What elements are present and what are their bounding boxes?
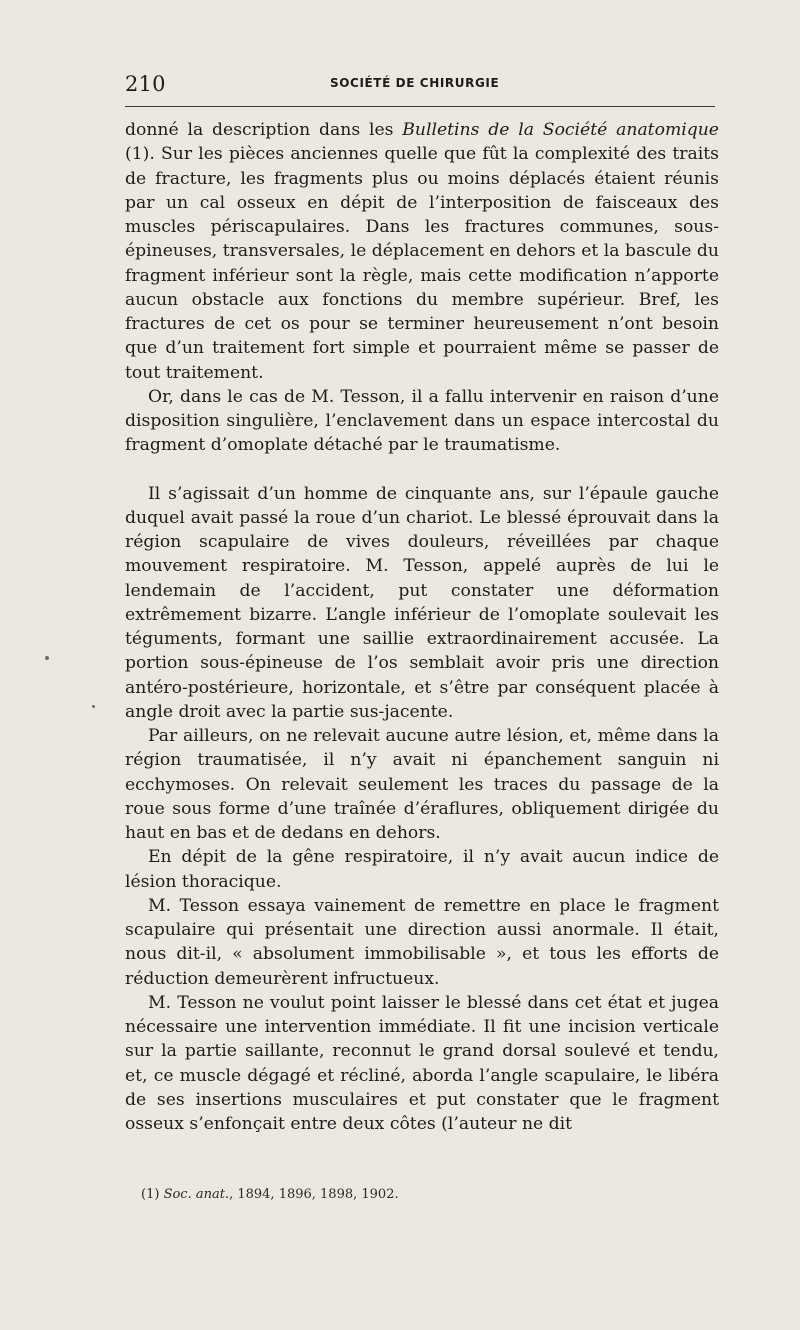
- running-head: SOCIÉTÉ DE CHIRURGIE: [330, 76, 500, 90]
- scan-speck: [45, 656, 49, 660]
- header-rule: [125, 106, 715, 107]
- section-break: [125, 458, 719, 482]
- footnote-years: , 1894, 1896, 1898, 1902.: [229, 1187, 399, 1202]
- paragraph-3: Il s’agissait d’un homme de cinquante ans, sur l’épaule gauche duquel avait passé la roue d’un chariot. Le blessé éprouvait dans la région scapulaire de vives douleurs, réveillées par chaque mouvement respiratoire. M. Tesson, appelé auprès de lui le lendemain de l’accident, put constater une déformation extrêmement bizarre. L’angle inférieur de l’omoplate soulevait les téguments, formant une saillie extraordinairement accusée. La portion sous-épineuse de l’os semblait avoir pris une direction antéro-postérieure, horizontale, et s’être par conséquent placée à angle droit avec la partie sus-jacente.: [125, 483, 719, 722]
- footnote-marker: (1): [141, 1187, 160, 1202]
- paragraph-1: [125, 118, 719, 385]
- page-number: 210: [125, 72, 166, 96]
- paragraph-2: Or, dans le cas de M. Tesson, il a fallu intervenir en raison d’une disposition singulière, l’enclavement dans un espace intercostal du fragment d’omoplate détaché par le traumatisme.: [125, 386, 719, 456]
- paragraph-4: Par ailleurs, on ne relevait aucune autre lésion, et, même dans la région traumatisée, il n’y avait ni épanchement sanguin ni ecchymoses. On relevait seulement les traces du passage de la roue sous forme d’une traînée d’éraflures, obliquement dirigée du haut en bas et de dedans en dehors.: [125, 726, 719, 843]
- paragraph-6: M. Tesson essaya vainement de remettre en place le fragment scapulaire qui présentait une direction aussi anormale. Il était, nous dit-il, « absolument immobilisable », et tous les efforts de réduction demeurèrent infructueux.: [125, 895, 719, 989]
- page-header: [125, 62, 715, 102]
- footnote-source: Soc. anat.: [163, 1187, 230, 1202]
- journal-title: Bulletins de la Société anatomique: [402, 120, 719, 140]
- paragraph-7: M. Tesson ne voulut point laisser le blessé dans cet état et jugea nécessaire une intervention immédiate. Il fit une incision verticale sur la partie saillante, reconnut le grand dorsal soulevé et tendu, et, ce muscle dégagé et récliné, aborda l’angle scapulaire, le libéra de ses insertions musculaires et put constater que le fragment osseux s’enfonçait entre deux côtes (l’auteur ne dit: [125, 992, 719, 1134]
- paragraph-1-body: (1). Sur les pièces anciennes quelle que fût la complexité des traits de fracture, les fragments plus ou moins déplacés étaient réunis par un cal osseux en dépit de l’interposition de faisceaux des muscles périscapulaires. Dans les fractures communes, sous-épineuses, transversales, le déplacement en dehors et la bascule du fragment inférieur sont la règle, mais cette modification n’apporte aucun obstacle aux fonctions du membre supérieur. Bref, les fractures de cet os pour se terminer heureusement n’ont besoin que d’un traitement fort simple et pourraient même se passer de tout traitement.: [125, 144, 719, 383]
- scan-speck: [92, 705, 95, 708]
- paragraph-1-intro: donné la description dans les: [125, 120, 403, 140]
- footnote: [141, 1186, 399, 1204]
- page-body: [125, 118, 719, 1136]
- paragraph-5: En dépit de la gêne respiratoire, il n’y avait aucun indice de lésion thoracique.: [125, 847, 719, 892]
